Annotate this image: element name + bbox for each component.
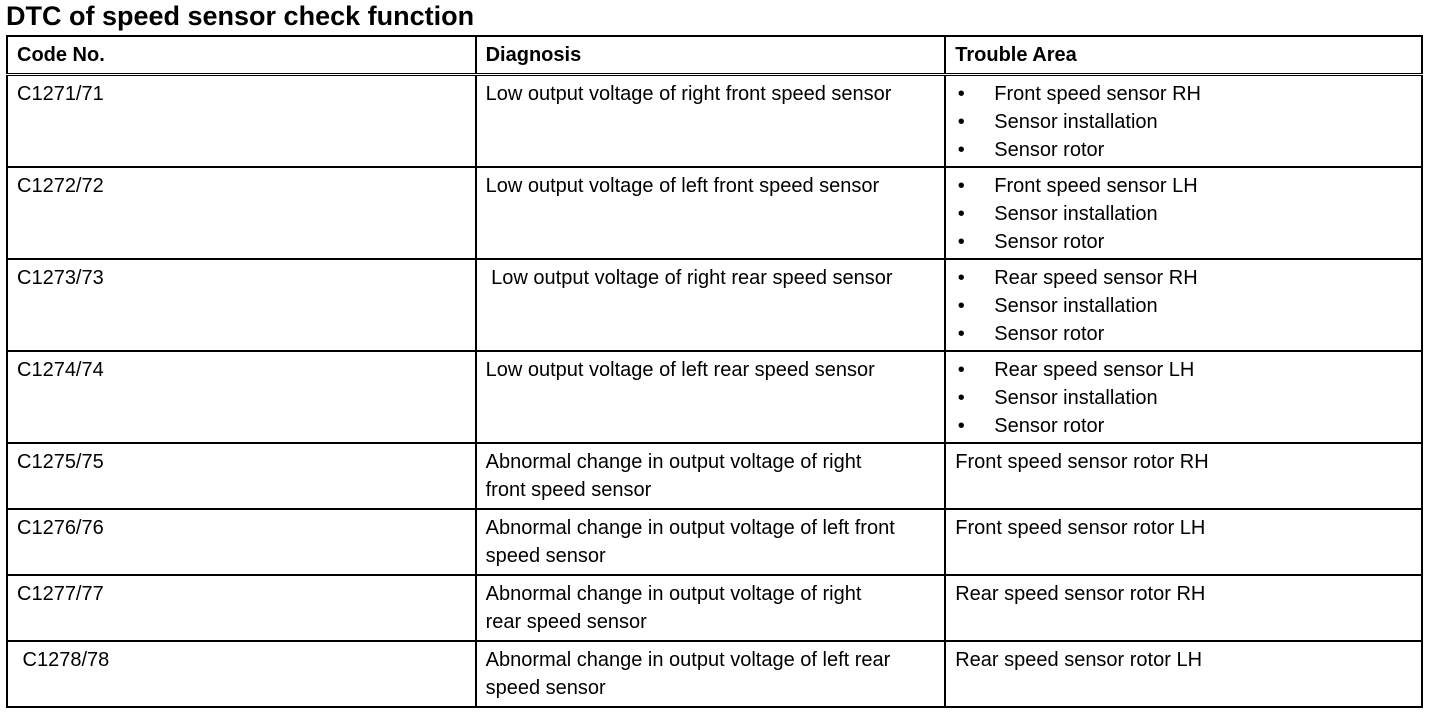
- trouble-area-item-label: Rear speed sensor LH: [994, 359, 1195, 381]
- diagnosis-cell: [476, 641, 946, 707]
- header-code: Code No.: [7, 36, 476, 75]
- diagnosis-line: speed sensor: [485, 545, 606, 567]
- table-row: [7, 641, 1422, 707]
- trouble-area-item-label: Sensor installation: [994, 295, 1158, 317]
- diagnosis-line: Abnormal change in output voltage of right: [485, 451, 862, 473]
- table-row: [7, 351, 1422, 443]
- code-cell: C1276/76: [7, 509, 476, 575]
- trouble-area-cell: Rear speed sensor rotor RH: [945, 575, 1422, 641]
- trouble-area-item: [955, 228, 1417, 256]
- diagnosis-cell: Low output voltage of right rear speed sensor: [476, 259, 946, 351]
- table-header: [7, 36, 1422, 75]
- table-row: [7, 509, 1422, 575]
- bullet-icon: •: [957, 175, 965, 197]
- diagnosis-cell: [476, 509, 946, 575]
- code-cell: C1274/74: [7, 351, 476, 443]
- bullet-icon: •: [957, 231, 965, 253]
- dtc-table: [6, 35, 1423, 708]
- table-row: [7, 75, 1422, 168]
- bullet-icon: •: [957, 295, 965, 317]
- table-row: [7, 167, 1422, 259]
- diagnosis-cell: [476, 575, 946, 641]
- code-cell: C1278/78: [7, 641, 476, 707]
- trouble-area-item: [955, 136, 1417, 164]
- trouble-area-list: [955, 264, 1417, 348]
- trouble-area-item: [955, 200, 1417, 228]
- bullet-icon: •: [957, 415, 965, 437]
- trouble-area-item: [955, 80, 1417, 108]
- trouble-area-item-label: Sensor rotor: [994, 415, 1105, 437]
- bullet-icon: •: [957, 83, 965, 105]
- trouble-area-cell: Front speed sensor rotor LH: [945, 509, 1422, 575]
- bullet-icon: •: [957, 111, 965, 133]
- diagnosis-line: Abnormal change in output voltage of left rear: [485, 649, 891, 671]
- table-body: [7, 75, 1422, 708]
- trouble-area-item-label: Sensor installation: [994, 203, 1158, 225]
- trouble-area-cell: Front speed sensor rotor RH: [945, 443, 1422, 509]
- trouble-area-list: [955, 80, 1417, 164]
- trouble-area-item-label: Front speed sensor LH: [994, 175, 1198, 197]
- diagnosis-cell: Low output voltage of left front speed sensor: [476, 167, 946, 259]
- trouble-area-item-label: Sensor installation: [994, 111, 1158, 133]
- trouble-area-item-label: Sensor rotor: [994, 323, 1105, 345]
- page-title: DTC of speed sensor check function: [6, 1, 475, 31]
- trouble-area-cell: [945, 167, 1422, 259]
- trouble-area-item: [955, 356, 1417, 384]
- diagnosis-line: rear speed sensor: [485, 611, 647, 633]
- code-cell: C1277/77: [7, 575, 476, 641]
- trouble-area-item: [955, 384, 1417, 412]
- trouble-area-item: [955, 320, 1417, 348]
- bullet-icon: •: [957, 203, 965, 225]
- trouble-area-item-label: Rear speed sensor RH: [994, 267, 1198, 289]
- diagnosis-cell: [476, 443, 946, 509]
- trouble-area-list: [955, 356, 1417, 440]
- bullet-icon: •: [957, 267, 965, 289]
- diagnosis-line: front speed sensor: [485, 479, 652, 501]
- trouble-area-list: [955, 172, 1417, 256]
- code-cell: C1275/75: [7, 443, 476, 509]
- table-row: [7, 443, 1422, 509]
- trouble-area-cell: [945, 351, 1422, 443]
- trouble-area-item: [955, 412, 1417, 440]
- trouble-area-cell: Rear speed sensor rotor LH: [945, 641, 1422, 707]
- trouble-area-item-label: Sensor installation: [994, 387, 1158, 409]
- header-diagnosis: Diagnosis: [476, 36, 946, 75]
- code-cell: C1273/73: [7, 259, 476, 351]
- diagnosis-line: speed sensor: [485, 677, 606, 699]
- trouble-area-item: [955, 292, 1417, 320]
- trouble-area-item: [955, 108, 1417, 136]
- trouble-area-cell: [945, 75, 1422, 168]
- header-trouble-area: Trouble Area: [945, 36, 1422, 75]
- trouble-area-item: [955, 264, 1417, 292]
- bullet-icon: •: [957, 323, 965, 345]
- table-row: [7, 259, 1422, 351]
- trouble-area-item: [955, 172, 1417, 200]
- diagnosis-line: Abnormal change in output voltage of right: [485, 583, 862, 605]
- bullet-icon: •: [957, 387, 965, 409]
- table-row: [7, 575, 1422, 641]
- bullet-icon: •: [957, 359, 965, 381]
- header-row: [7, 36, 1422, 75]
- diagnosis-cell: Low output voltage of right front speed sensor: [476, 75, 946, 168]
- code-cell: C1271/71: [7, 75, 476, 168]
- trouble-area-item-label: Front speed sensor RH: [994, 83, 1201, 105]
- diagnosis-cell: Low output voltage of left rear speed sensor: [476, 351, 946, 443]
- code-cell: C1272/72: [7, 167, 476, 259]
- trouble-area-item-label: Sensor rotor: [994, 231, 1105, 253]
- bullet-icon: •: [957, 139, 965, 161]
- diagnosis-line: Abnormal change in output voltage of left front: [485, 517, 895, 539]
- trouble-area-item-label: Sensor rotor: [994, 139, 1105, 161]
- trouble-area-cell: [945, 259, 1422, 351]
